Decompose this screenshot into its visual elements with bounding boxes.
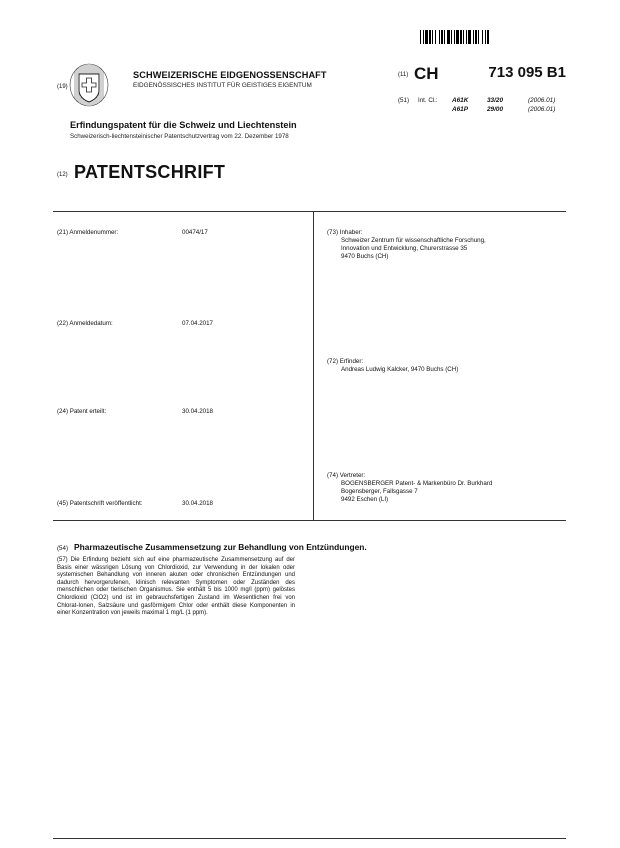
publication-number: 713 095 B1 (488, 64, 566, 81)
vertreter-line: BOGENSBERGER Patent- & Markenbüro Dr. Burkhard (341, 480, 493, 487)
erfinder-line: Andreas Ludwig Kalcker, 9470 Buchs (CH) (341, 366, 459, 373)
office-code: (19) (57, 84, 68, 90)
invention-title: Pharmazeutische Zusammensetzung zur Behandlung von Entzündungen. (74, 542, 367, 552)
field-value-anmeldenummer: 00474/17 (182, 229, 208, 236)
office-name: SCHWEIZERISCHE EIDGENOSSENSCHAFT (133, 70, 327, 80)
ipc-class: A61P (452, 106, 468, 113)
institute-name: EIDGENÖSSISCHES INSTITUT FÜR GEISTIGES EIGENTUM (133, 82, 312, 89)
ipc-group: 33/20 (487, 97, 503, 104)
field-label-anmeldedatum: (22) Anmeldedatum: (57, 320, 113, 327)
ipc-group: 29/00 (487, 106, 503, 113)
country-code-label: (11) (398, 72, 409, 78)
intcl-label: Int. Cl.: (418, 97, 438, 104)
field-label-erteilt: (24) Patent erteilt: (57, 408, 107, 415)
erfindung-subtitle: Schweizerisch-liechtensteinischer Patentschutzvertrag vom 22. Dezember 1978 (70, 133, 289, 140)
ipc-date: (2006.01) (528, 106, 556, 113)
swiss-crest-icon (68, 62, 110, 108)
intcl-code-label: (51) (398, 97, 410, 104)
vertreter-line: 9492 Eschen (LI) (341, 496, 389, 503)
erfinder-label: (72) Erfinder: (327, 358, 364, 365)
document-type: PATENTSCHRIFT (74, 162, 226, 182)
erfinder-block (327, 358, 458, 374)
vertreter-label: (74) Vertreter: (327, 472, 366, 479)
inhaber-label: (73) Inhaber: (327, 229, 363, 236)
vertreter-line: Bogensberger, Fallsgasse 7 (341, 488, 418, 495)
field-value-anmeldedatum: 07.04.2017 (182, 320, 213, 327)
inhaber-line: Innovation und Entwicklung, Churerstrasse 35 (341, 245, 468, 252)
top-rule (53, 211, 566, 212)
field-label-anmeldenummer: (21) Anmeldenummer: (57, 229, 119, 236)
middle-rule (53, 520, 566, 521)
field-value-veroeffentlicht: 30.04.2018 (182, 500, 213, 507)
erfindung-title: Erfindungspatent für die Schweiz und Liechtenstein (70, 120, 297, 130)
inhaber-block (327, 229, 486, 261)
doctype-code: (12) (57, 172, 68, 178)
vertreter-block (327, 472, 492, 504)
barcode (420, 30, 542, 44)
column-divider (313, 211, 314, 520)
ipc-class: A61K (452, 97, 469, 104)
inhaber-line: 9470 Buchs (CH) (341, 253, 389, 260)
field-value-erteilt: 30.04.2018 (182, 408, 213, 415)
ipc-date: (2006.01) (528, 97, 556, 104)
barcode-bar (487, 30, 489, 44)
title-code: (54) (57, 545, 69, 552)
abstract: (57) Die Erfindung bezieht sich auf eine pharmazeutische Zusammensetzung auf der Basis einer wässrigen Lösung von Chlordioxid, zur Verwendung in der lokalen oder systemischen Behandlung von inneren akuten oder chronischen Entzündungen und dadurch hervorgerufenen, klinisch relevanten Symptomen oder Zuständen des menschlichen oder tierischen Organismus. Sie enthält 5 bis 1000 mg/l (ppm) gelöstes Chlordioxid (ClO2) und ist im gebrauchsfertigen Zustand im Wesentlichen frei von Chlorat-Ionen, Salzsäure und gasförmigem Chlor oder enthält diese Komponenten in einer Konzentration von jeweils maximal 1 mg/L (1 ppm). (57, 557, 295, 617)
inhaber-line: Schweizer Zentrum für wissenschaftliche Forschung, (341, 237, 486, 244)
country: CH (414, 64, 439, 83)
bottom-rule (53, 838, 566, 839)
field-label-veroeffentlicht: (45) Patentschrift veröffentlicht: (57, 500, 143, 507)
